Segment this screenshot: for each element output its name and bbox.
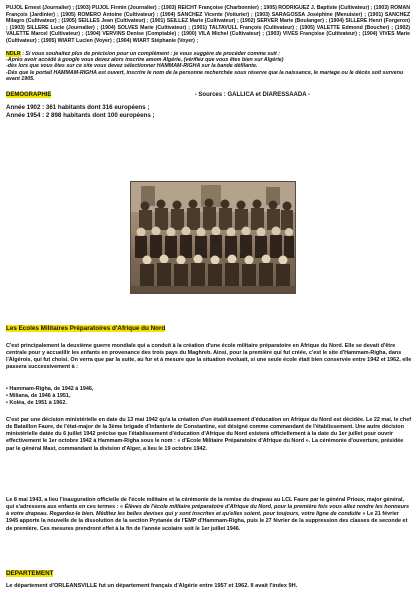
para3-start: Le 8 mai 1943, a lieu l'inauguration officielle de l'école militaire et la cérémonie de la remise du drapeau au LCL Faure par le général Prioux, major général, qui s'adressera aux enfants en ces termes : « [6,497,405,511]
ndlr-line-4: -Dès que le portail HAMMAM-RIGHA est ouvert, inscrire le nom de la personne recherchée sous réserve que la naissance, le mariage ou le décès soit survenu avant 1905. [6,69,404,83]
departement-text [6,583,412,589]
ecoles-list [6,386,412,407]
departement-name: Le département d'ORLEANSVILLE [6,583,98,589]
population-stats [6,104,410,120]
ndlr-block [6,51,410,83]
ndlr-line-2: -Après avoir accédé à google vous devez alors inscrire amom Algérie, (vérifiez que vous êtes bien sur Algérie) [6,56,284,63]
demographie-label: DEMOGRAPHIE [6,91,52,98]
departement-label: DEPARTEMENT [6,570,54,577]
population-1902: Année 1902 : 361 habitants dont 316 européens ; [6,103,150,111]
ndlr-label: NDLR [6,50,21,57]
ecoles-heading-text: Les Ecoles Militaires Préparatoires d'Afrique du Nord [6,325,166,332]
ndlr-intro: : Si vous souhaitez plus de précision pour un complément : je vous suggère de procéder comme suit : [20,50,281,57]
population-1954: Année 1954 : 2 898 habitants dont 100 européens ; [6,111,155,119]
ecoles-body [6,343,412,378]
school-list-item-3: • Koléa, de 1951 à 1962. [6,400,67,407]
school-class-photo [130,181,296,294]
departement-rest: fut un département français d'Algérie entre 1957 et 1962. Il avait l'index 9H. [97,583,298,589]
departement-heading [6,570,53,577]
school-list-item-1: • Hammam-Righa, de 1942 à 1946, [6,386,94,392]
para3-end: » Le 21 février 1945 apporte la nouvelle de la dissolution de la section Prytanée de l'EMP d'Hammam-Righa, puis le 27 février de la suppression des classes de seconde et de première. Ces mesures prendront effet à la fin de l'année scolaire soit le 1er juillet 1946. [6,511,408,532]
ecoles-paragraph-1: C'est principalement la deuxième guerre mondiale qui a conduit à la création d'une école militaire préparatoire en Afrique du Nord. Elle se devait d'être centrale pour y accueillir les enfants en provenance des trois pays du Maghreb. Ainsi, pour la première qui fut créée, c'est le site d'Hammam-Righa, dans l'Algérois, qui fut choisi. On verra que par la suite, au fur et à mesure que la situation évoluait, si une seule école était bien conservée entre 1942 et 1962, elle passera successivement à : [6,343,412,371]
ecoles-body-2 [6,417,412,459]
ndlr-line-3: -dès lors que vous êtes sur ce site vous devez sélectionner HAMMAM-RIGHA sur la bande défilante. [6,63,258,70]
demographie-header [6,92,410,98]
ecoles-heading [6,325,165,332]
sources-label: - Sources : GALLICA et DIARESSAADA - [194,91,310,98]
ecoles-body-3 [6,497,412,539]
ecoles-paragraph-3 [6,497,412,533]
school-list-item-2: • Miliana, de 1946 à 1951, [6,393,71,400]
general-quote: Élèves de l'école militaire préparatoire d'Afrique du Nord, pour la première fois vous allez rendre les honneurs à votre drapeau. Regardez-le bien. Méditez les belles devises qui y sont inscrites et qu'elles soient, pour toujours, votre ligne de conduite [6,504,410,518]
names-paragraph: PUJOL Ernest (Journalier) ; (1903) PUJOL Firmin (Journalier) ; (1903) REICHT Françoise (Charbonnier) ; 1905) RODRIGUEZ J. Baptiste (Cultivateur) ; (1903) ROMAN François (Jardinier) ; (1905) ROMERO Antoine (Cultivateur) ; (1904) SANCHEZ Vicente (Voiturier) ; (1903) SARAGOSSA Joséphine (Menuisier) ; (1901) SANCHEZ Milagro (Cultivateur) ; (1905) SEILLES Jean (Cultivateur) ; (1901) SEILLEZ Marie (Cultivateur) ; (1902) SERVER Marie (Boulanger) ; (1904) SILLERE Henri (Forgeron) ; (1903) SILLERE Lucie (Journalier) ; (1904) SOLVES Marie (Cultivateur) ; (1901) TALTAVULL François (Cultivateur) ; (1905) VALETTE Edmond (Boucher) ; (1902) VALETTE Marcel (Cultivateur) ; (1904) VERVINS Denise (Comptable) ; (1900) VILA Michel (Cultivateur) ; (1903) VIVES Françoise (Cultivateur) ; (1904) VIVES Marie (Cultivateur) ; (1905) WIART Lucien (Voyer) ; (1904) WIART Stéphanie (Voyer) ; [6,5,410,44]
ecoles-paragraph-2: C'est par une décision ministérielle en date du 13 mai 1942 qu'a la création d'un établissement d'éducation en Afrique du Nord est décidée. Le 22 mai, le chef de Bataillon Faure, de l'état-major de la 3ème brigade d'infanterie de Constantine, est désigné comme commandant de l'établissement. Une autre décision ministérielle datée du 6 juillet 1942 précise que l'établissement d'éducation d'Afrique du Nord existera officiellement à la date du 1er juillet pour ouvrir effectivement le 1er octobre 1942 à Hammam-Righa sous le nom : « d'Ecole Militaire Préparatoire d'Afrique du Nord ». La cérémonie d'ouverture, présidée par le général Mast, commandant la division d'Alger, a lieu le 19 octobre 1942. [6,417,412,452]
document-page [6,5,410,120]
class-photo-image [131,182,295,293]
